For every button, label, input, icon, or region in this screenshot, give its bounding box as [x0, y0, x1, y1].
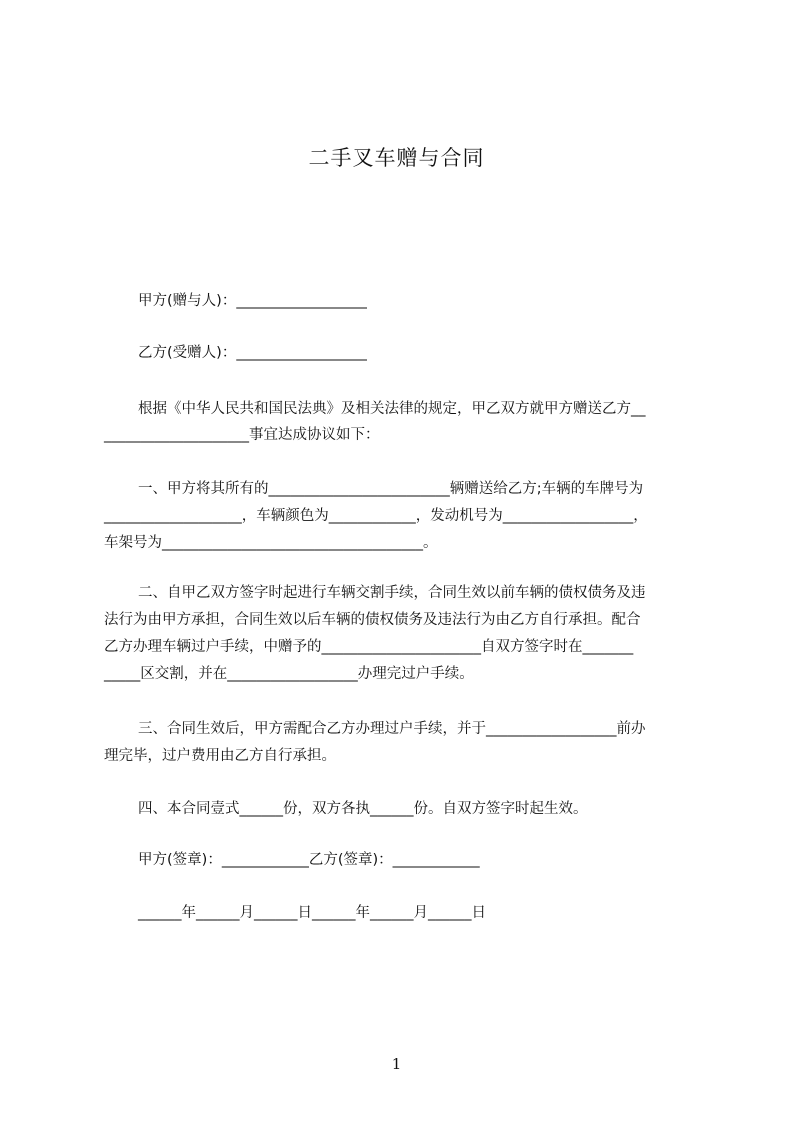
- document-title: 二手叉车赠与合同: [308, 146, 485, 170]
- intro-line-1: 根据《中华人民共和国民法典》及相关法律的规定，甲乙双方就甲方赠送乙方__: [138, 401, 646, 417]
- clause-2-line-1: 二、自甲乙双方签字时起进行车辆交割手续，合同生效以前车辆的债权债务及违: [138, 585, 646, 601]
- clause-1-line-1: 一、甲方将其所有的_________________________辆赠送给乙方;车辆的车牌号为: [138, 481, 644, 497]
- signature-line: 甲方(签章)：____________乙方(签章)：____________: [138, 852, 480, 868]
- clause-1-line-2: ___________________，车辆颜色为____________，发动机号为__________________，: [104, 508, 648, 524]
- intro-line-2: ____________________事宜达成协议如下：: [104, 427, 380, 443]
- party-b-line: 乙方(受赠人)：__________________: [138, 345, 367, 361]
- clause-2-line-4: _____区交割，并在__________________办理完过户手续。: [104, 666, 474, 682]
- clause-3-line-2: 理完毕，过户费用由乙方自行承担。: [104, 748, 336, 764]
- page-number: 1: [391, 1055, 402, 1073]
- date-line: ______年______月______日______年______月______日: [138, 905, 486, 921]
- clause-2-line-2: 法行为由甲方承担，合同生效以后车辆的债权债务及违法行为由乙方自行承担。配合: [104, 612, 641, 628]
- party-a-line: 甲方(赠与人)：__________________: [138, 293, 367, 309]
- clause-1-line-3: 车架号为____________________________________。: [104, 535, 438, 551]
- clause-3-line-1: 三、合同生效后，甲方需配合乙方办理过户手续，并于__________________前办: [138, 721, 646, 737]
- clause-4-line: 四、本合同壹式______份，双方各执______份。自双方签字时起生效。: [138, 801, 588, 817]
- clause-2-line-3: 乙方办理车辆过户手续，中赠予的______________________自双方签字时在_______: [104, 639, 634, 655]
